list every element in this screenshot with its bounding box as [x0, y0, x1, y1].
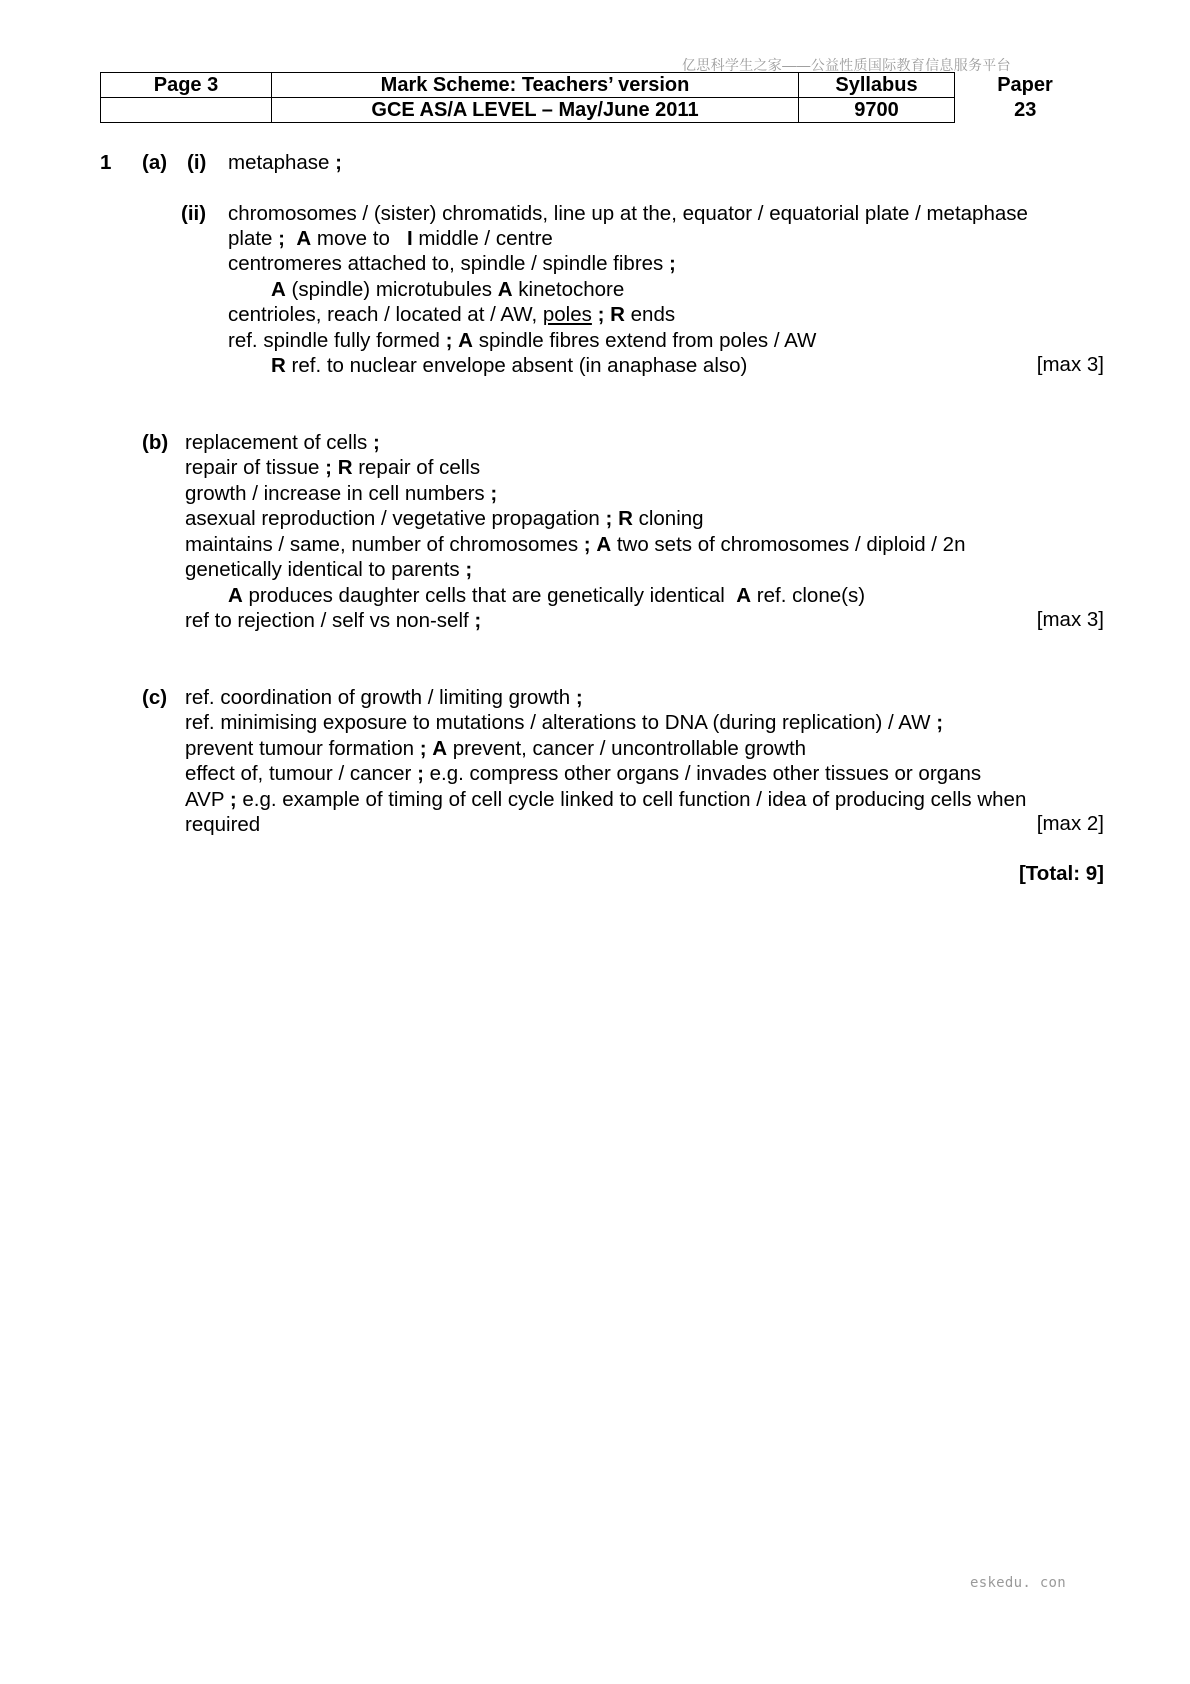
- a-ii-line-4: A (spindle) microtubules A kinetochore: [271, 278, 625, 301]
- a-max-marks: [max 3]: [1036, 353, 1104, 376]
- a-ii-line-7: R ref. to nuclear envelope absent (in anaphase also): [271, 354, 748, 377]
- question-number: 1: [100, 151, 112, 174]
- page-empty-cell: [101, 98, 272, 123]
- exam-title: GCE AS/A LEVEL – May/June 2011: [272, 98, 799, 123]
- c-line-6: required: [185, 813, 261, 836]
- paper-value: 23: [1014, 99, 1037, 121]
- c-line-2: ref. minimising exposure to mutations / alterations to DNA (during replication) / AW ;: [185, 711, 944, 734]
- a-ii-line-2: plate ; A move to I middle / centre: [228, 227, 553, 250]
- c-line-5: AVP ; e.g. example of timing of cell cycle linked to cell function / idea of producing cells when: [185, 788, 1027, 811]
- c-line-1: ref. coordination of growth / limiting growth ;: [185, 686, 583, 709]
- watermark-top: 亿思科学生之家——公益性质国际教育信息服务平台: [682, 57, 1011, 73]
- syllabus-label: Syllabus: [799, 73, 955, 98]
- header-table: [100, 72, 1096, 123]
- syllabus-value: 9700: [799, 98, 955, 123]
- a-ii-line-6: ref. spindle fully formed ; A spindle fibres extend from poles / AW: [228, 329, 817, 352]
- a-ii-line-3: centromeres attached to, spindle / spindle fibres ;: [228, 252, 676, 275]
- a-ii-line-5: centrioles, reach / located at / AW, poles ; R ends: [228, 303, 676, 326]
- b-line-2: repair of tissue ; R repair of cells: [185, 456, 481, 479]
- b-line-4: asexual reproduction / vegetative propagation ; R cloning: [185, 507, 704, 530]
- b-line-1: replacement of cells ;: [185, 431, 380, 454]
- mark-scheme-title: Mark Scheme: Teachers’ version: [272, 73, 799, 98]
- b-max-marks: [max 3]: [1036, 608, 1104, 631]
- b-line-5: maintains / same, number of chromosomes ; A two sets of chromosomes / diploid / 2n: [185, 533, 966, 556]
- page-label: Page 3: [101, 73, 272, 98]
- b-line-7: A produces daughter cells that are genetically identical A ref. clone(s): [228, 584, 866, 607]
- part-b-label: (b): [142, 431, 169, 454]
- paper-label: Paper: [997, 74, 1053, 96]
- b-line-8: ref to rejection / self vs non-self ;: [185, 609, 482, 632]
- c-line-4: effect of, tumour / cancer ; e.g. compress other organs / invades other tissues or organs: [185, 762, 982, 785]
- total-marks: [Total: 9]: [1018, 862, 1104, 885]
- part-a-i-label: (i): [187, 151, 207, 174]
- part-a-label: (a): [142, 151, 168, 174]
- a-ii-line-1: chromosomes / (sister) chromatids, line up at the, equator / equatorial plate / metaphase: [228, 202, 1028, 225]
- b-line-3: growth / increase in cell numbers ;: [185, 482, 498, 505]
- watermark-bottom: eskedu. con: [970, 1575, 1067, 1591]
- part-a-ii-label: (ii): [181, 202, 207, 225]
- c-line-3: prevent tumour formation ; A prevent, cancer / uncontrollable growth: [185, 737, 807, 760]
- part-a-i-answer: metaphase ;: [228, 151, 342, 174]
- part-c-label: (c): [142, 686, 168, 709]
- b-line-6: genetically identical to parents ;: [185, 558, 473, 581]
- c-max-marks: [max 2]: [1036, 812, 1104, 835]
